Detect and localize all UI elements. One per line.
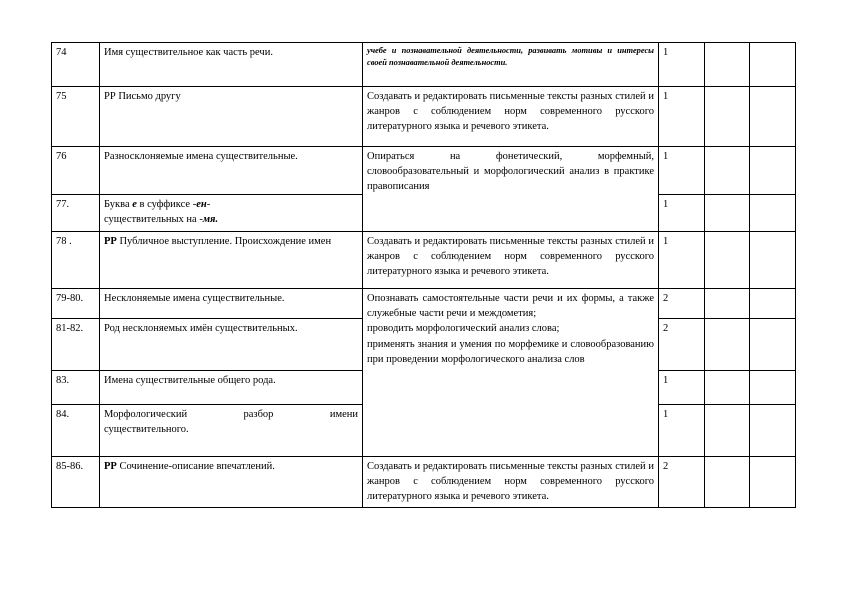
lesson-number: 77. <box>52 195 100 232</box>
lesson-hours: 1 <box>659 232 705 289</box>
lesson-number: 85-86. <box>52 457 100 508</box>
lesson-goal: Создавать и редактировать письменные тексты разных стилей и жанров с соблюдением норм современного русского литературного языка и речевого этикета. <box>363 87 659 147</box>
empty-cell <box>705 232 750 289</box>
lesson-hours: 1 <box>659 87 705 147</box>
table-row <box>52 232 796 289</box>
topic-prefix: РР <box>104 461 117 472</box>
topic-text: Письмо другу <box>115 91 181 102</box>
lesson-number: 76 <box>52 147 100 195</box>
table-row <box>52 147 796 195</box>
suffix-en: ен <box>196 199 207 210</box>
empty-cell <box>750 195 796 232</box>
goal-line: проводить морфологический анализ слова; <box>367 323 560 335</box>
empty-cell <box>705 87 750 147</box>
empty-cell <box>705 405 750 457</box>
empty-cell <box>750 43 796 87</box>
table-row <box>52 457 796 508</box>
lesson-hours: 1 <box>659 43 705 87</box>
table-row <box>52 87 796 147</box>
topic-text: Публичное выступление. Происхождение имен <box>116 236 332 247</box>
empty-cell <box>705 289 750 319</box>
empty-cell <box>705 371 750 405</box>
lesson-goal <box>363 289 659 457</box>
lesson-topic: Буква е в суффиксе -ен- существительных на -мя. <box>100 195 363 232</box>
table-row <box>52 43 796 87</box>
table-row <box>52 289 796 319</box>
empty-cell <box>705 147 750 195</box>
letter-e: е <box>132 199 137 210</box>
lesson-number: 79-80. <box>52 289 100 319</box>
lesson-plan-table <box>51 42 796 508</box>
lesson-hours: 2 <box>659 457 705 508</box>
empty-cell <box>705 457 750 508</box>
empty-cell <box>750 87 796 147</box>
goal-line: Опознавать самостоятельные части речи и их формы, а также служебные части речи и междометия; <box>367 293 654 320</box>
empty-cell <box>750 147 796 195</box>
lesson-goal: Создавать и редактировать письменные тексты разных стилей и жанров с соблюдением норм современного русского литературного языка и речевого этикета. <box>363 457 659 508</box>
empty-cell <box>750 289 796 319</box>
lesson-topic: Морфологический разбор имени существительного. <box>100 405 363 457</box>
lesson-hours: 1 <box>659 371 705 405</box>
lesson-number: 83. <box>52 371 100 405</box>
lesson-hours: 1 <box>659 147 705 195</box>
empty-cell <box>750 371 796 405</box>
lesson-number: 84. <box>52 405 100 457</box>
empty-cell <box>750 232 796 289</box>
empty-cell <box>705 195 750 232</box>
lesson-goal: Создавать и редактировать письменные тексты разных стилей и жанров с соблюдением норм современного русского литературного языка и речевого этикета. <box>363 232 659 289</box>
topic-prefix: РР <box>104 236 117 247</box>
lesson-number: 81-82. <box>52 319 100 371</box>
lesson-topic: Несклоняемые имена существительные. <box>100 289 363 319</box>
lesson-topic <box>100 457 363 508</box>
lesson-hours: 1 <box>659 405 705 457</box>
lesson-topic <box>100 232 363 289</box>
lesson-goal: учебе и познавательной деятельности, развивать мотивы и интересы своей познавательной деятельности. <box>363 43 659 87</box>
topic-text: Сочинение-описание впечатлений. <box>116 461 275 472</box>
lesson-number: 78 . <box>52 232 100 289</box>
lesson-hours: 2 <box>659 289 705 319</box>
lesson-goal: Опираться на фонетический, морфемный, словообразовательный и морфологический анализ в практике правописания <box>363 147 659 232</box>
lesson-hours: 2 <box>659 319 705 371</box>
lesson-topic: Род несклоняемых имён существительных. <box>100 319 363 371</box>
empty-cell <box>705 319 750 371</box>
lesson-number: 75 <box>52 87 100 147</box>
suffix-mya: мя <box>202 214 216 226</box>
goal-line: применять знания и умения по морфемике и словообразованию при проведении морфологического анализа слов <box>367 338 654 365</box>
empty-cell <box>750 457 796 508</box>
lesson-number: 74 <box>52 43 100 87</box>
topic-prefix: РР <box>104 91 116 102</box>
lesson-topic: Имя существительное как часть речи. <box>100 43 363 87</box>
empty-cell <box>705 43 750 87</box>
lesson-topic: Имена существительные общего рода. <box>100 371 363 405</box>
lesson-topic: Разносклоняемые имена существительные. <box>100 147 363 195</box>
empty-cell <box>750 405 796 457</box>
empty-cell <box>750 319 796 371</box>
lesson-hours: 1 <box>659 195 705 232</box>
lesson-topic <box>100 87 363 147</box>
